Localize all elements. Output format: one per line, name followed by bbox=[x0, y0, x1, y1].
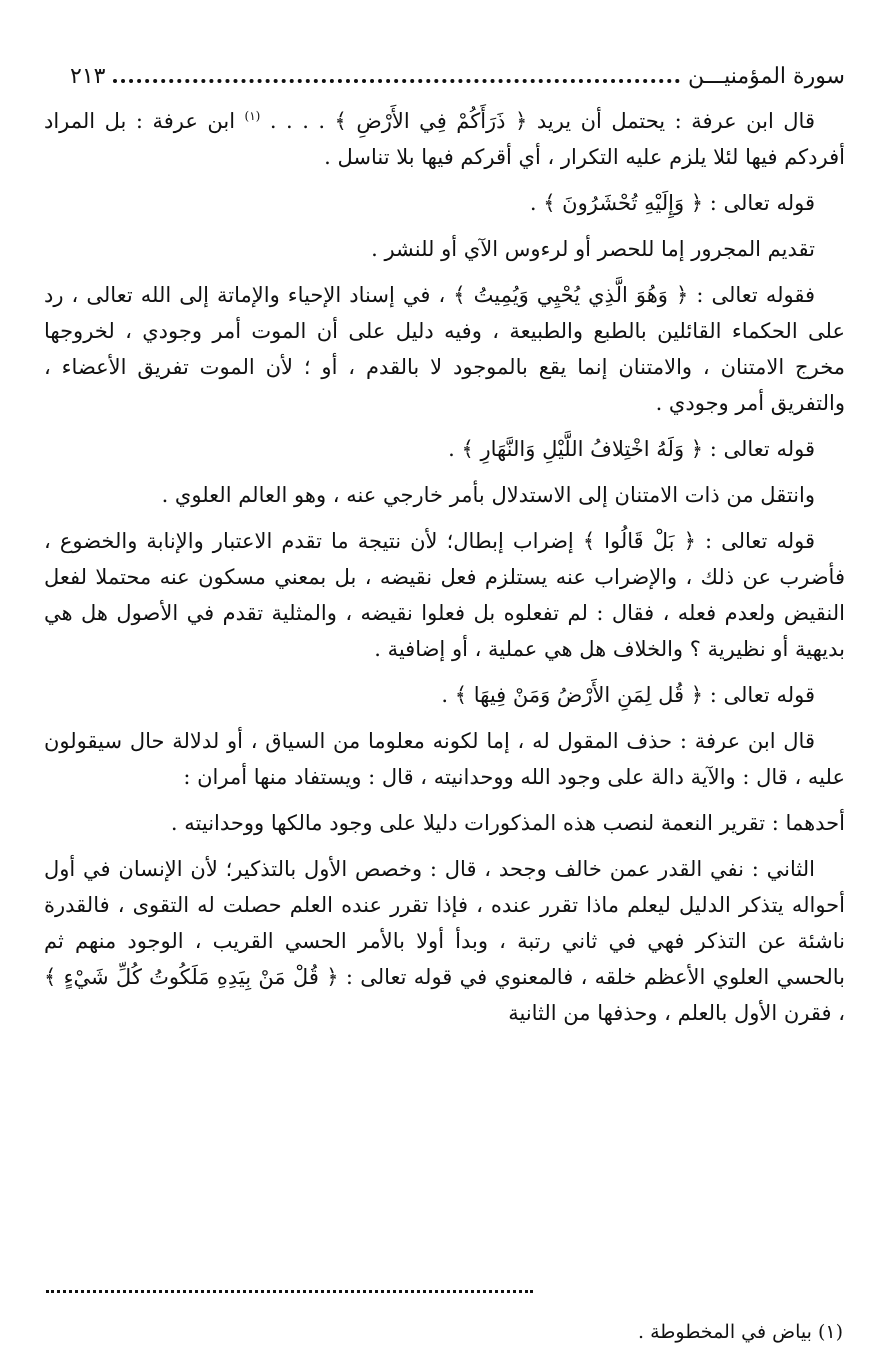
paragraph bbox=[44, 677, 845, 713]
text-run: قوله تعالى : bbox=[695, 529, 816, 553]
paragraph bbox=[44, 431, 845, 467]
paragraph bbox=[44, 805, 845, 841]
text-run: . bbox=[529, 191, 544, 215]
quran-quote: ﴿ وَلَهُ اخْتِلافُ اللَّيْلِ وَالنَّهَارِ ﴾ bbox=[461, 437, 704, 461]
quran-quote: ﴿ وَهُوَ الَّذِي يُحْيِي وَيُمِيتُ ﴾ bbox=[453, 283, 689, 307]
text-run: إضراب إبطال؛ لأن نتيجة ما تقدم الاعتبار والإنابة والخضوع ، فأضرب عن ذلك ، والإضراب عنه يستلزم فعل نقيضه ، بل بمعني مسكون عنه محتملا لفعل النقيض ولعدم فعله ، فقال : لم تفعلوه بل فعلوا نقيضه ، والمثلية تقدم في الأصول هل هي بديهية أو نظيرية ؟ والخلاف هل هي عملية ، أو إضافية . bbox=[44, 529, 845, 661]
text-run: قوله تعالى : bbox=[703, 437, 815, 461]
paragraph bbox=[44, 231, 845, 267]
quran-quote: ﴿ قُلْ مَنْ بِيَدِهِ مَلَكُوتُ كُلِّ شَيْءٍ ﴾ bbox=[44, 965, 339, 989]
text-run: قال ابن عرفة : حذف المقول له ، إما لكونه معلوما من السياق ، أو لدلالة حال سيقولون عليه ، قال : والآية دالة على وجود الله ووحدانيته ، قال : ويستفاد منها أمران : bbox=[44, 729, 845, 789]
text-run: فقوله تعالى : bbox=[688, 283, 816, 307]
text-run: . bbox=[441, 683, 455, 707]
page-number: ٢١٣ bbox=[70, 63, 106, 89]
paragraph bbox=[44, 277, 845, 421]
footnote-marker: (١) bbox=[244, 109, 261, 123]
quran-quote: ﴿ وَإِلَيْهِ تُحْشَرُونَ ﴾ bbox=[543, 191, 704, 215]
quran-quote: ﴿ ذَرَأَكُمْ فِي الأَرْضِ ﴾ bbox=[334, 109, 528, 133]
running-head bbox=[70, 58, 845, 94]
running-title: سورة المؤمنيـــن bbox=[688, 63, 845, 89]
text-run: قوله تعالى : bbox=[703, 191, 815, 215]
footnote: (١) بياض في المخطوطة . bbox=[638, 1321, 843, 1343]
footnote-divider bbox=[46, 1290, 533, 1293]
dotted-leader bbox=[113, 79, 680, 83]
quran-quote: ﴿ بَلْ قَالُوا ﴾ bbox=[582, 529, 696, 553]
paragraph bbox=[44, 477, 845, 513]
paragraph bbox=[44, 523, 845, 667]
paragraph bbox=[44, 98, 845, 175]
text-run: ابن عرفة : بل المراد أفردكم فيها لئلا يلزم عليه التكرار ، أي أقركم فيها بلا تناسل . bbox=[44, 109, 845, 169]
text-run: ، فقرن الأول بالعلم ، وحذفها من الثانية bbox=[508, 1001, 845, 1025]
paragraph bbox=[44, 723, 845, 795]
text-run: الثاني : نفي القدر عمن خالف وجحد ، قال : وخصص الأول بالتذكير؛ لأن الإنسان في أول أحواله يتذكر الدليل ليعلم ماذا تقرر عنده ، فإذا تقرر عنده العلم حصلت له التقوى ، فالقدرة ناشئة عن التذكر فهي في ثاني رتبة ، وبدأ أولا بالأمر الحسي القريب ، الوجود منهم ثم بالحسي العلوي الأعظم خلقه ، فالمعنوي في قوله تعالى : bbox=[44, 857, 845, 989]
text-run: أحدهما : تقرير النعمة لنصب هذه المذكورات دليلا على وجود مالكها ووحدانيته . bbox=[170, 811, 845, 835]
text-run: . bbox=[448, 437, 462, 461]
paragraph bbox=[44, 851, 845, 1031]
ellipsis: . . . . bbox=[260, 109, 335, 133]
text-run: ، في إسناد الإحياء والإماتة إلى الله تعالى ، رد على الحكماء القائلين بالطبع والطبيعة ، وفيه دليل على أن الموت أمر وجودي ، لخروجها مخرج الامتنان ، والامتنان إنما يقع بالموجود لا بالقدم ، أو ؛ لأن الموت تفريق الأعضاء ، والتفريق أمر وجودي . bbox=[44, 283, 845, 415]
paragraph bbox=[44, 185, 845, 221]
text-run: وانتقل من ذات الامتنان إلى الاستدلال بأمر خارجي عنه ، وهو العالم العلوي . bbox=[161, 483, 815, 507]
quran-quote: ﴿ قُل لِمَنِ الأَرْضُ وَمَنْ فِيهَا ﴾ bbox=[454, 683, 704, 707]
text-run: قال ابن عرفة : يحتمل أن يريد bbox=[527, 109, 815, 133]
text-run: تقديم المجرور إما للحصر أو لرءوس الآي أو للنشر . bbox=[371, 237, 815, 261]
text-run: قوله تعالى : bbox=[703, 683, 815, 707]
body-text bbox=[44, 98, 845, 1041]
